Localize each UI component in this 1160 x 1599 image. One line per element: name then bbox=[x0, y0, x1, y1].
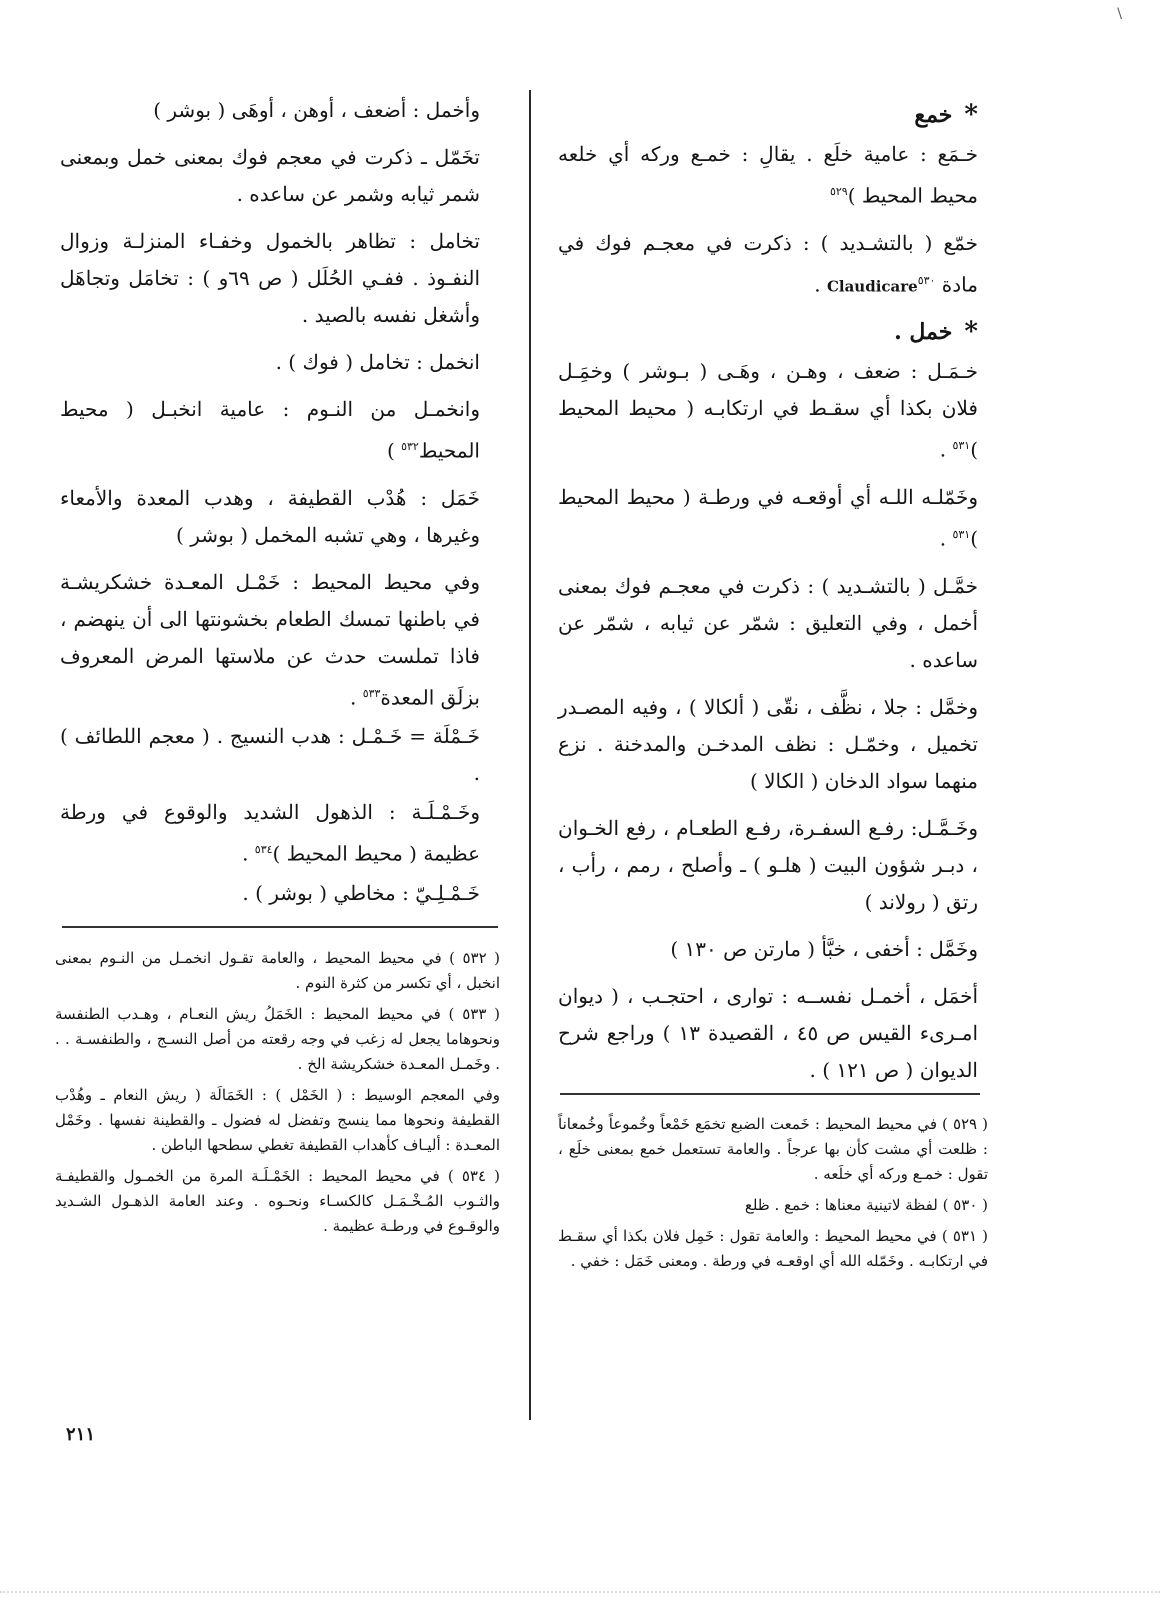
paragraph-text: خـمَـل : ضعف ، وهـن ، وهَـى ( بـوشر ) وخمَِـل فلان بكذا أي سقـط في ارتكابـه ( محيط المحيط ) bbox=[558, 359, 978, 462]
paragraph bbox=[558, 479, 978, 558]
entry-heading-text: خمل . bbox=[894, 319, 953, 346]
paragraph-text: . bbox=[349, 685, 357, 710]
paragraph-text: وخَـمْـلَـة : الذهول الشديد والوقوع في ورطة عظيمة ( محيط المحيط ) bbox=[60, 800, 480, 866]
paragraph bbox=[558, 225, 978, 306]
footnote: ( ٥٣٤ ) في محيط المحيط : الخَمْـلَـة المرة من الخمـول والقطيفـة والثـوب المُـخْـمَـل كالكسـاء ونحـوه . وعند العامة الذهـول الشـديد والوقـوع في ورطـة عظيمة . bbox=[55, 1167, 500, 1235]
footnote-ref: ٥٢٩ bbox=[829, 185, 848, 198]
right-column bbox=[558, 92, 978, 1099]
paragraph: وخَـمَّـل: رفـع السفـرة، رفـع الطعـام ، رفع الخـوان ، دبـر شؤون البيت ( هلـو ) ـ وأصلح ، رمم ، رأب ، رتق ( رولاند ) bbox=[558, 815, 978, 914]
footnote: وفي المعجم الوسيط : ( الخَمْل ) : الخَمَالَة ( ريش النعام ـ وهُدْب القطيفة ونحوها مما ينسج وتفضل له فضول ـ والقطينة نفسها . وخَمْل المعـدة : أليـاف كأهداب القطيفة تغطي سطحها الباطن . bbox=[55, 1086, 500, 1154]
paragraph-text: وخَمّلـه اللـه أي أوقعـه في ورطـة ( محيط المحيط ) bbox=[558, 484, 978, 551]
footnote-ref: ٥٣٢ bbox=[401, 440, 419, 453]
paragraph-text: خـمَع : عامية خلَع . يقالِ : خمـع وركه أي خلعه محيط المحيط ) bbox=[558, 142, 978, 208]
entry-star-icon: * bbox=[964, 317, 978, 348]
paragraph-text: خمّع ( بالتشـديد ) : ذكرت في معجـم فوك في مادة bbox=[558, 230, 978, 297]
footnote: ( ٥٢٩ ) في محيط المحيط : خَمعت الضبع تخمَع خَمْعاً وخُموعاً وخُمعاناً : ظلعت أي مشت كأن بها عرجاً . والعامة تستعمل خمع بمعنى خلَع ، تقول : خمـع وركه أي خلَعه . bbox=[558, 1115, 988, 1183]
footnotes-right bbox=[558, 1112, 988, 1280]
paragraph: وأخمل : أضعف ، أوهن ، أوهَى ( بوشر ) bbox=[153, 98, 480, 122]
footnote-ref: ٥٣١ bbox=[952, 439, 971, 453]
footnote-ref: ٥٣١ bbox=[952, 527, 971, 541]
paragraph: وخَمَّل : أخفى ، خبَّأ ( مارتن ص ١٣٠ ) bbox=[670, 936, 978, 961]
entry-star-icon: * bbox=[964, 100, 978, 130]
latin-term: Claudicare bbox=[826, 277, 918, 296]
footnote: ( ٥٣٢ ) في محيط المحيط ، والعامة تقـول انخمـل من النـوم بمعنى انخبل ، أي تكسر من كثرة النوم . bbox=[55, 949, 500, 992]
footnote-rule bbox=[560, 1093, 980, 1095]
footnote-ref: ٥٣٠ bbox=[917, 273, 936, 287]
paragraph: خمَّـل ( بالتشـديد ) : ذكرت في معجـم فوك بمعنى أخمل ، وفي التعليق : شمّر عن ثيابه ، شمّر عن ساعده . bbox=[558, 573, 978, 672]
footnotes-left bbox=[55, 946, 500, 1245]
paragraph-text: وفي محيط المحيط : خَمْـل المعـدة خشكريشـة في باطنها تمسك الطعام بخشونتها الى أن ينهضم ، فاذا تملست حدث عن ملاستها المرض المعروف بزلَق المعدة bbox=[60, 569, 480, 710]
paragraph: وخمَّل : جلا ، نظَّف ، نقّى ( ألكالا ) ، وفيه المصـدر تخميل ، وخمّـل : نظف المدخـن والمدخنة . نزع منهما سواد الدخان ( الكالا ) bbox=[558, 694, 978, 793]
paragraph: خَـمْلَة = خَـمْـل : هدب النسيج . ( معجم اللطائف ) . bbox=[60, 724, 480, 786]
paragraph bbox=[558, 353, 978, 469]
paragraph-text: وانخمـل من النـوم : عامية انخبـل ( محيط المحيط bbox=[60, 397, 480, 463]
paragraph: انخمل : تخامل ( فوك ) . bbox=[275, 350, 480, 374]
entry-heading-text: خمع bbox=[914, 102, 953, 128]
paragraph-text: . bbox=[939, 526, 947, 551]
footnote-rule bbox=[62, 926, 498, 928]
left-column bbox=[60, 92, 480, 914]
paragraph: خَمَل : هُدْب القطيفة ، وهدب المعدة والأمعاء وغيرها ، وهي تشبه المخمل ( بوشر ) bbox=[60, 485, 480, 547]
paragraph-text: . bbox=[814, 272, 821, 297]
footnote: ( ٥٣٣ ) في محيط المحيط : الخَمَلُ ريش النعـام ، وهـدب الطنفسة ونحوهاما يجعل له زغب في وجه رقعته من أصل النسـج ، والطنفسـة . . . وخَمـل المعـدة خشكريشة الخ . bbox=[55, 1005, 501, 1073]
footnote-ref: ٥٣٤ bbox=[254, 843, 273, 857]
column-divider bbox=[529, 90, 531, 1420]
footnote: ( ٥٣١ ) في محيط المحيط : والعامة تقول : خَمِل فلان بكذا أي سقـط في ارتكابـه . وخَمّله الله أي اوقعـه في ورطة . ومعنى خَمَل : خفي . bbox=[558, 1227, 989, 1270]
paragraph bbox=[60, 794, 480, 873]
paragraph bbox=[60, 391, 480, 470]
paragraph bbox=[558, 136, 978, 215]
entry-heading-khamaa bbox=[558, 98, 978, 132]
paragraph-text: . bbox=[939, 437, 947, 462]
scan-artifact bbox=[0, 1577, 1160, 1593]
paragraph bbox=[60, 564, 480, 717]
entry-heading-khamal bbox=[558, 315, 978, 349]
paragraph: خَـمْـلِـيّ : مخاطي ( بوشر ) . bbox=[242, 880, 480, 905]
paragraph: تخَمّل ـ ذكرت في معجم فوك بمعنى خمل وبمعنى شمر ثيابه وشمر عن ساعده . bbox=[60, 145, 480, 206]
page-number: ٢١١ bbox=[66, 1424, 96, 1445]
paragraph-text: . bbox=[242, 841, 249, 866]
paragraph-text: ) bbox=[386, 438, 395, 463]
paragraph: أخمَل ، أخمـل نفســه : توارى ، احتجـب ، ( ديوان امـرىء القيس ص ٤٥ ، القصيدة ١٣ ) وراجع شرح الديوان ( ص ١٢١ ) . bbox=[558, 983, 979, 1082]
footnote-ref: ٥٣٣ bbox=[362, 686, 381, 700]
paragraph: تخامل : تظاهر بالخمول وخفـاء المنزلـة وزوال النفـوذ . ففـي الحُلَل ( ص ٦٩و ) : تخامَل وتجاهَل وأشغل نفسه بالصيد . bbox=[60, 229, 481, 327]
footnote: ( ٥٣٠ ) لفظة لاتينية معناها : خمع . ظلع bbox=[744, 1196, 988, 1214]
edge-mark: \ bbox=[1117, 6, 1122, 22]
